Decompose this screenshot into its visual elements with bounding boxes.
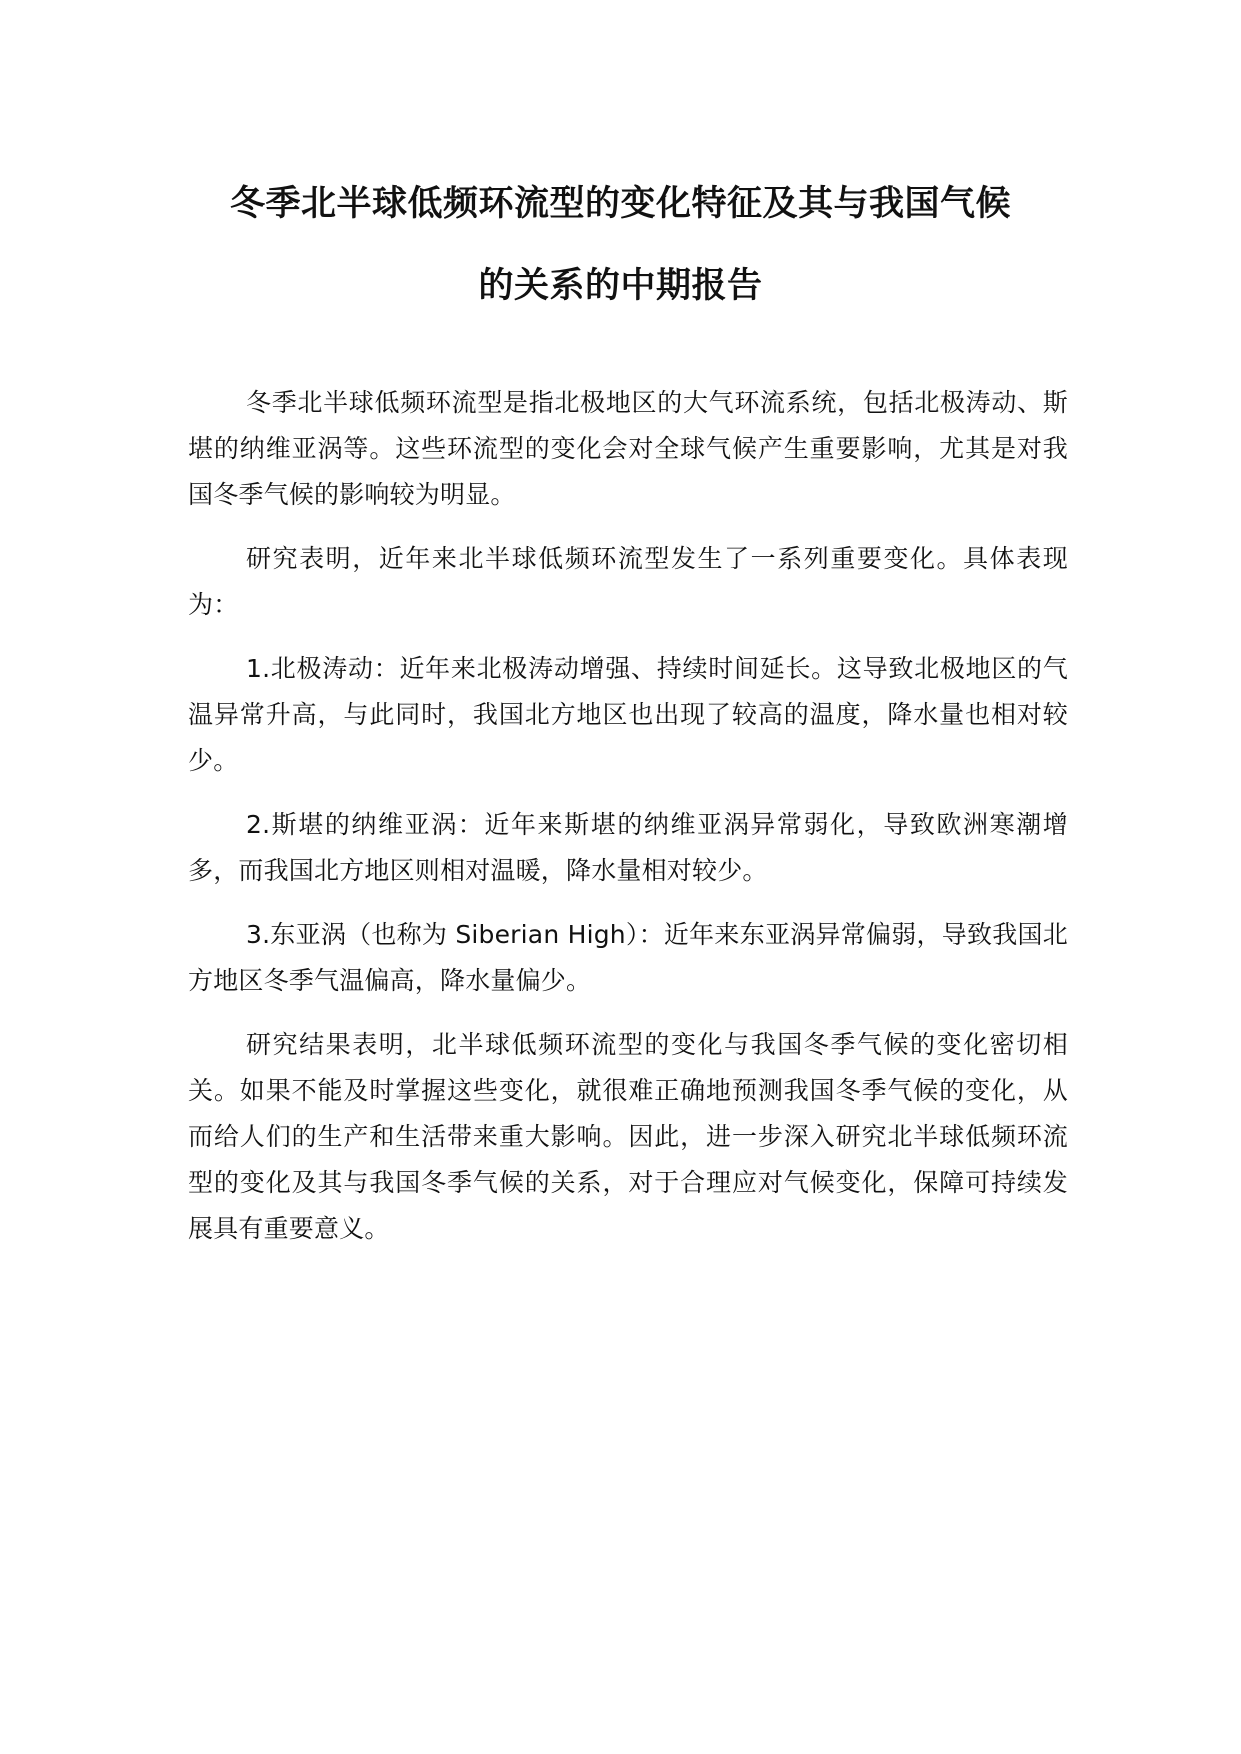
paragraph-conclusion: 研究结果表明，北半球低频环流型的变化与我国冬季气候的变化密切相关。如果不能及时掌握这些变化，就很难正确地预测我国冬季气候的变化，从而给人们的生产和生活带来重大影响。因此，进一步深入研究北半球低频环流型的变化及其与我国冬季气候的关系，对于合理应对气候变化，保障可持续发展具有重要意义。 bbox=[188, 1030, 1068, 1243]
document-title-line-1: 冬季北半球低频环流型的变化特征及其与我国气候 bbox=[229, 184, 1011, 224]
paragraph-intro: 冬季北半球低频环流型是指北极地区的大气环流系统，包括北极涛动、斯堪的纳维亚涡等。这些环流型的变化会对全球气候产生重要影响，尤其是对我国冬季气候的影响较为明显。 bbox=[188, 388, 1068, 509]
paragraph-east-asia-vortex: 3.东亚涡（也称为 Siberian High）：近年来东亚涡异常偏弱，导致我国北方地区冬季气温偏高，降水量偏少。 bbox=[188, 920, 1068, 995]
paragraph-arctic-oscillation: 1.北极涛动：近年来北极涛动增强、持续时间延长。这导致北极地区的气温异常升高，与此同时，我国北方地区也出现了较高的温度，降水量也相对较少。 bbox=[188, 654, 1068, 775]
document-body bbox=[188, 380, 1068, 1270]
paragraph-scandinavian-vortex: 2.斯堪的纳维亚涡：近年来斯堪的纳维亚涡异常弱化，导致欧洲寒潮增多，而我国北方地区则相对温暖，降水量相对较少。 bbox=[188, 810, 1068, 885]
document-title-line-2: 的关系的中期报告 bbox=[478, 266, 763, 306]
paragraph-research-findings: 研究表明，近年来北半球低频环流型发生了一系列重要变化。具体表现为： bbox=[188, 544, 1068, 619]
